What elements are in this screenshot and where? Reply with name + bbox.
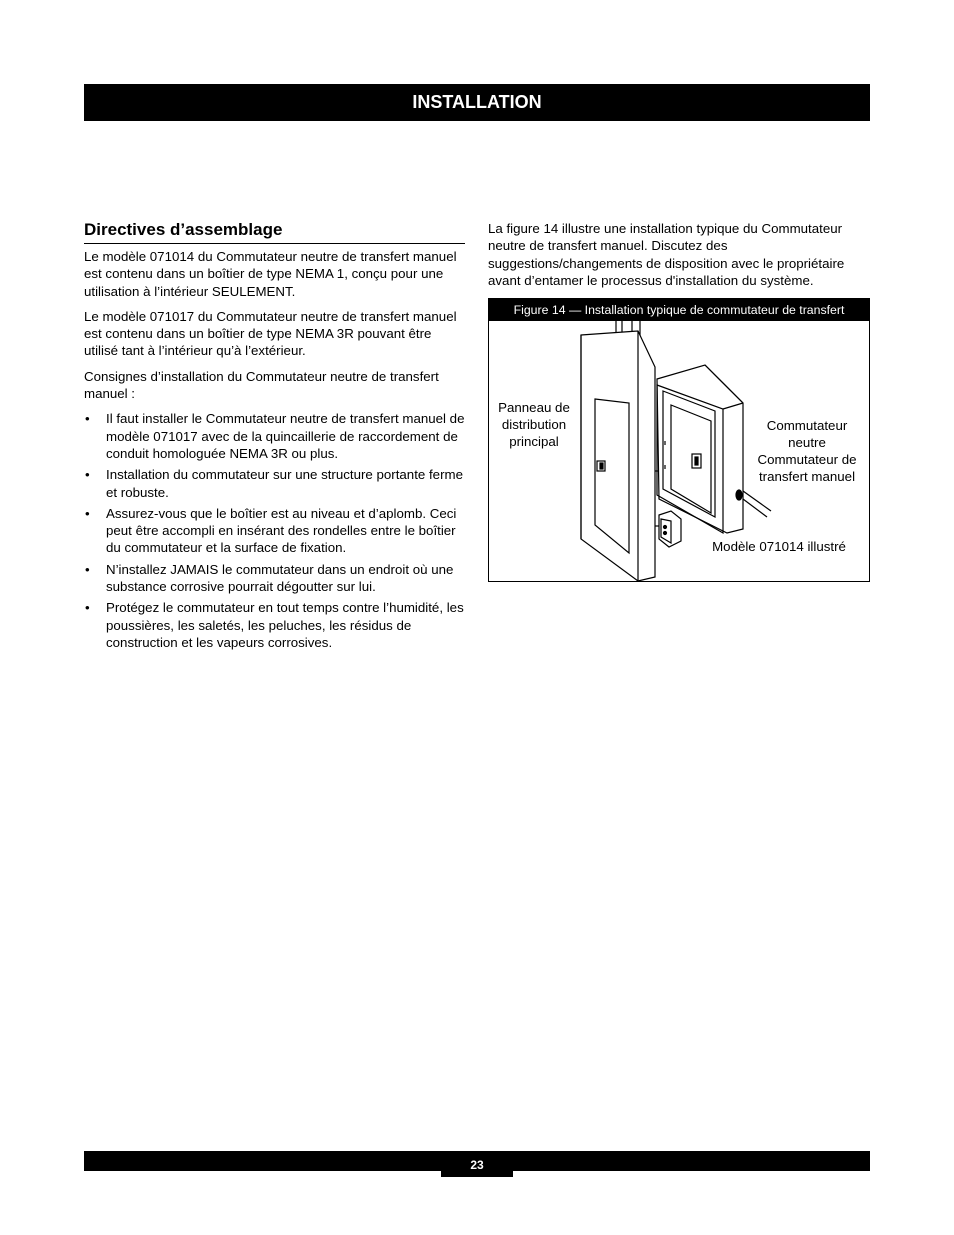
paragraph-model-071014: Le modèle 071014 du Commutateur neutre de transfert manuel est contenu dans un boîtier de type NEMA 1, conçu pour une utilisation à l’intérieur SEULEMENT. [84,249,457,299]
label-model-shown: Modèle 071014 illustré [712,539,846,554]
page-number: 23 [441,1151,513,1177]
figure-intro-paragraph: La figure 14 illustre une installation typique du Commutateur neutre de transfert manuel. Discutez des suggestions/changements de disposition avec le propriétaire avant d’entamer le processus d'installation du système. [488,221,845,288]
section-header-bar [84,84,870,121]
list-item: • Il faut installer le Commutateur neutre de transfert manuel de modèle 071017 avec de la quincaillerie de raccordement de conduit homologuée NEMA 3R ou plus. [85,411,465,461]
paragraph-instructions-intro: Consignes d’installation du Commutateur neutre de transfert manuel : [84,368,439,402]
left-column [84,220,465,655]
bullet-marker: • [85,600,90,616]
bullet-marker: • [85,467,90,483]
bullet-marker: • [85,505,90,521]
list-item: • Installation du commutateur sur une structure portante ferme et robuste. [85,467,463,500]
figure-caption: Figure 14 — Installation typique de commutateur de transfert [489,299,869,321]
label-main-panel: Panneau de distribution principal [498,400,570,449]
instructions-list [84,410,465,651]
list-item: • Assurez-vous que le boîtier est au niveau et d’aplomb. Ceci peut être accompli en insérant des rondelles entre le boîtier du commutateur et la surface de fixation. [85,505,457,556]
bullet-marker: • [85,411,90,427]
section-header-title: INSTALLATION [412,92,542,112]
label-transfer-switch: Commutateur neutre Commutateur de transfert manuel [757,418,857,484]
figure-14 [488,298,870,582]
list-item: • N’installez JAMAIS le commutateur dans un endroit où une substance corrosive pourrait dégoutter sur lui. [85,561,454,595]
list-item: • Protégez le commutateur en tout temps contre l’humidité, les poussières, les saletés, les peluches, les résidus de construction et les vapeurs corrosives. [85,600,464,650]
section-heading: Directives d’assemblage [84,220,465,244]
bullet-marker: • [85,561,90,577]
right-column [488,220,870,289]
paragraph-model-071017: Le modèle 071017 du Commutateur neutre de transfert manuel est contenu dans un boîtier de type NEMA 3R pouvant être utilisé tant à l’intérieur qu’à l’extérieur. [84,308,457,359]
